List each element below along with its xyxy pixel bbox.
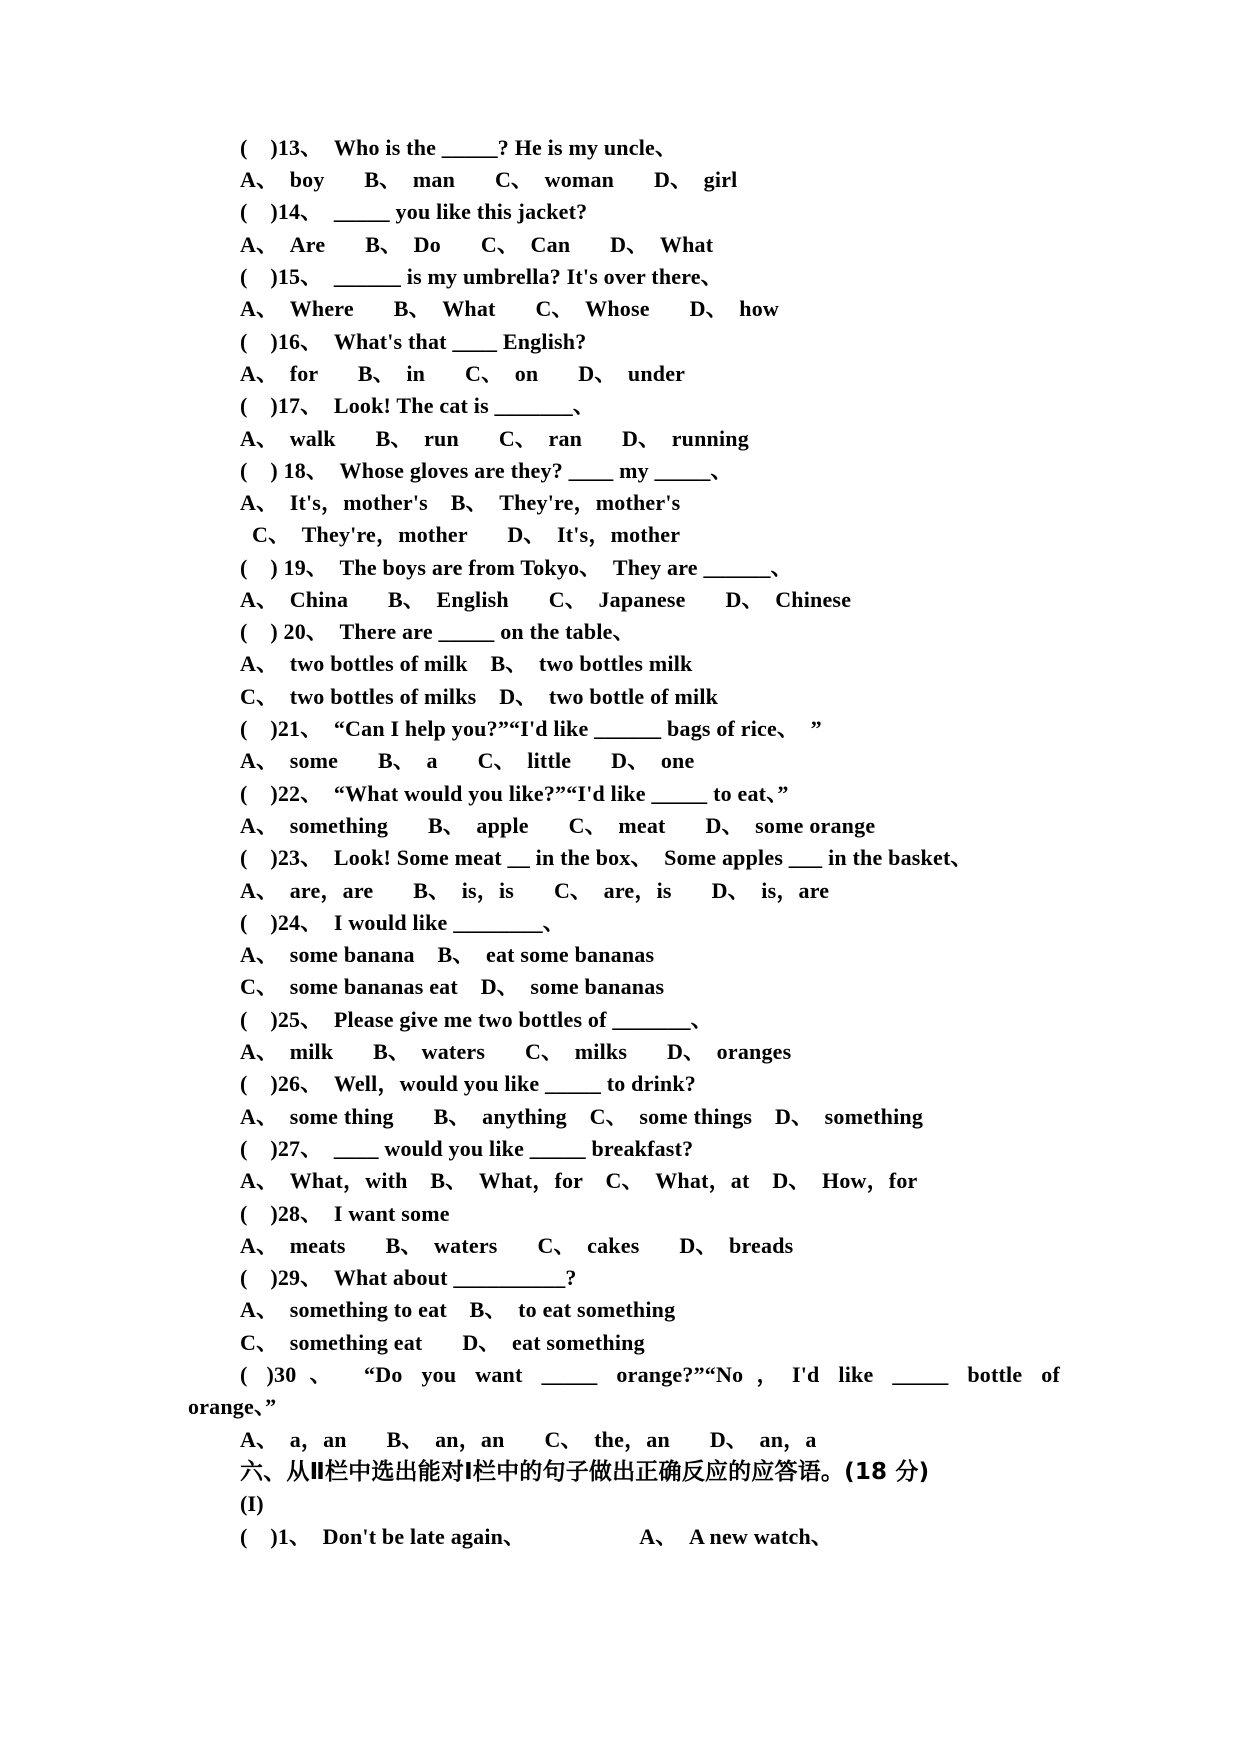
question-14: ( )14、 _____ you like this jacket? [240,199,588,224]
question-24: ( )24、 I would like ________、 [240,910,566,935]
options-18-cd: C、 They're，mother D、 It's，mother [252,522,681,547]
question-23: ( )23、 Look! Some meat __ in the box、 Some apples ___ in the basket、 [240,845,973,870]
options-23: A、 are，are B、 is，is C、 are，is D、 is，are [240,878,830,903]
options-17: A、 walk B、 run C、 ran D、 running [240,426,749,451]
options-26: A、 some thing B、 anything C、 some things D、 something [240,1104,924,1129]
options-20-ab: A、 two bottles of milk B、 two bottles milk [240,651,693,676]
options-19: A、 China B、 English C、 Japanese D、 Chinese [240,587,852,612]
question-25: ( )25、 Please give me two bottles of _______、 [240,1007,713,1032]
options-21: A、 some B、 a C、 little D、 one [240,748,695,773]
options-24-cd: C、 some bananas eat D、 some bananas [240,974,665,999]
question-30: ( )30、 “Do you want _____ orange?”“No，I'd like _____ bottle of [240,1362,1060,1387]
options-25: A、 milk B、 waters C、 milks D、 oranges [240,1039,792,1064]
section-6-heading: 六、从Ⅱ栏中选出能对Ⅰ栏中的句子做出正确反应的应答语。(18 分) [240,1459,930,1485]
question-15: ( )15、 ______ is my umbrella? It's over there、 [240,264,723,289]
column-i-label: (I) [240,1491,264,1516]
options-30: A、 a，an B、 an，an C、 the，an D、 an，a [240,1427,817,1452]
question-30-continued: orange、” [188,1394,277,1419]
options-14: A、 Are B、 Do C、 Can D、 What [240,232,714,257]
options-28: A、 meats B、 waters C、 cakes D、 breads [240,1233,794,1258]
question-28: ( )28、 I want some [240,1201,450,1226]
question-22: ( )22、 “What would you like?”“I'd like _____ to eat、” [240,781,789,806]
question-26: ( )26、 Well，would you like _____ to drink? [240,1071,696,1096]
options-18-ab: A、 It's，mother's B、 They're，mother's [240,490,681,515]
question-19: ( ) 19、 The boys are from Tokyo、 They are ______、 [240,555,793,580]
options-29-cd: C、 something eat D、 eat something [240,1330,645,1355]
question-21: ( )21、 “Can I help you?”“I'd like ______ bags of rice、 ” [240,716,822,741]
options-24-ab: A、 some banana B、 eat some bananas [240,942,655,967]
question-17: ( )17、 Look! The cat is _______、 [240,393,596,418]
options-15: A、 Where B、 What C、 Whose D、 how [240,296,780,321]
options-22: A、 something B、 apple C、 meat D、 some orange [240,813,876,838]
question-20: ( ) 20、 There are _____ on the table、 [240,619,635,644]
options-29-ab: A、 something to eat B、 to eat something [240,1297,676,1322]
question-29: ( )29、 What about __________? [240,1265,577,1290]
question-27: ( )27、 ____ would you like _____ breakfast? [240,1136,694,1161]
options-16: A、 for B、 in C、 on D、 under [240,361,686,386]
options-13: A、 boy B、 man C、 woman D、 girl [240,167,738,192]
question-18: ( ) 18、 Whose gloves are they? ____ my _____、 [240,458,733,483]
options-20-cd: C、 two bottles of milks D、 two bottle of milk [240,684,719,709]
matching-item-1: ( )1、 Don't be late again、 A、 A new watch、 [240,1524,834,1549]
question-13: ( )13、 Who is the _____? He is my uncle、 [240,135,678,160]
options-27: A、 What，with B、 What，for C、 What，at D、 How，for [240,1168,918,1193]
question-16: ( )16、 What's that ____ English? [240,329,587,354]
